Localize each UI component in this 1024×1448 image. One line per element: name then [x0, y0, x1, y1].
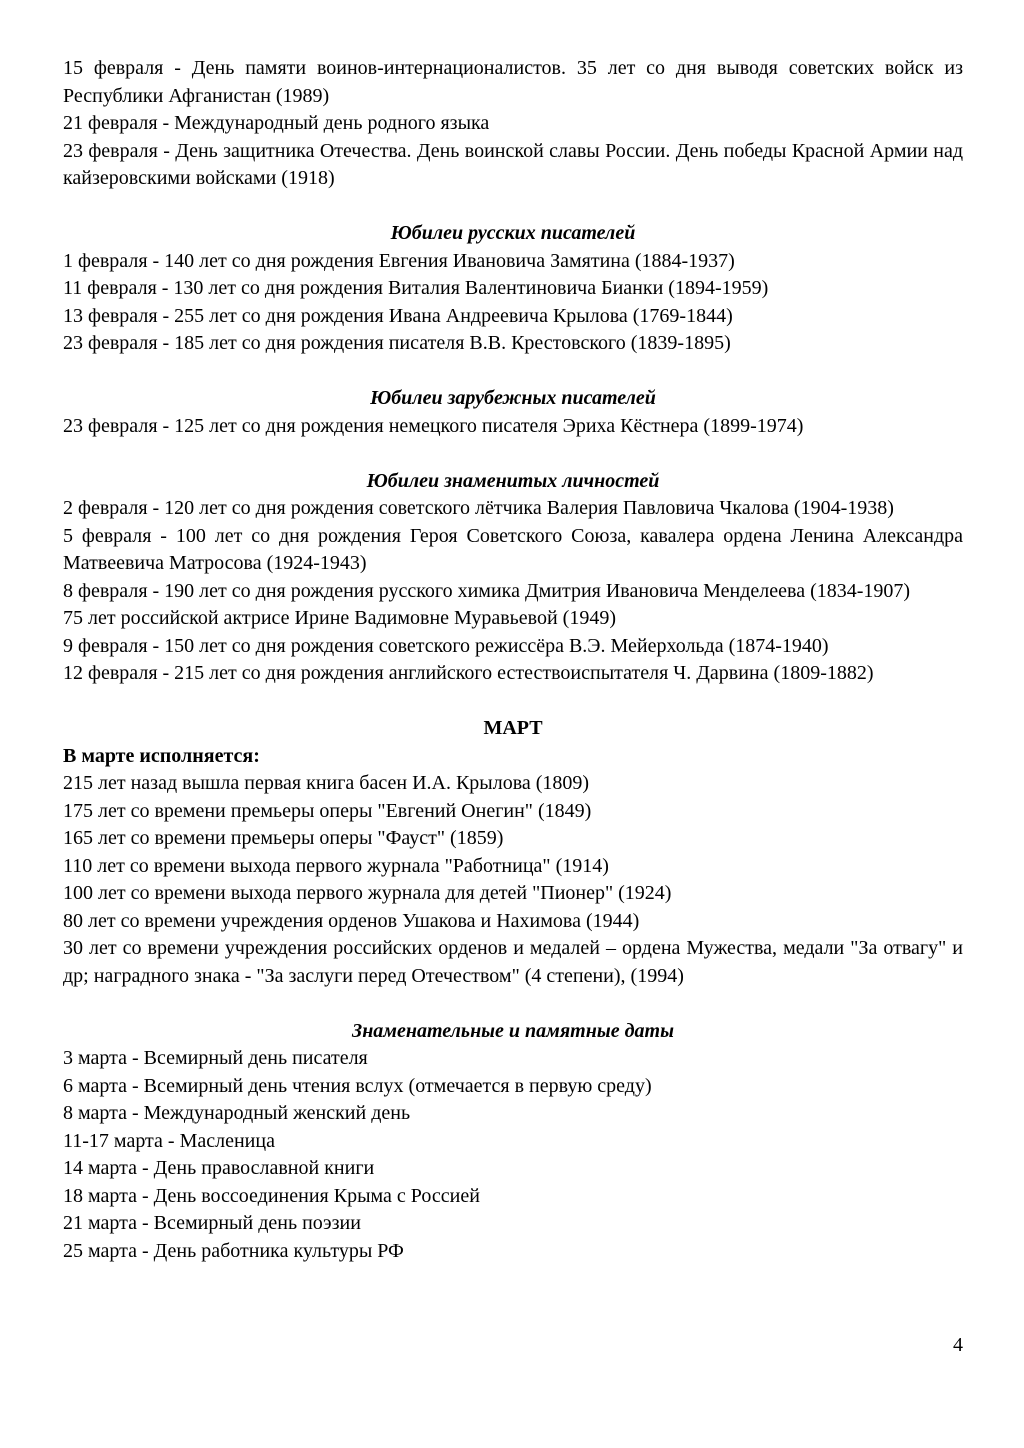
paragraph-feb-23: 23 февраля - День защитника Отечества. День воинской славы России. День победы Красной Армии над кайзеровскими войсками (1918): [63, 139, 963, 189]
page-number: 4: [953, 1334, 963, 1356]
list-item: 6 марта - Всемирный день чтения вслух (отмечается в первую среду): [63, 1074, 652, 1097]
list-item: 100 лет со времени выхода первого журнала для детей "Пионер" (1924): [63, 882, 672, 904]
list-item: 9 февраля - 150 лет со дня рождения советского режиссёра В.Э. Мейерхольда (1874-1940): [63, 634, 829, 657]
paragraph-feb-15: 15 февраля - День памяти воинов-интернационалистов. 35 лет со дня выводя советских войск из Республики Афганистан (1989): [63, 57, 963, 107]
list-item: 75 лет российской актрисе Ирине Вадимовне Муравьевой (1949): [63, 607, 616, 629]
list-item: 12 февраля - 215 лет со дня рождения английского естествоиспытателя Ч. Дарвина (1809-1882): [63, 662, 874, 684]
list-item: 2 февраля - 120 лет со дня рождения советского лётчика Валерия Павловича Чкалова (1904-1938): [63, 497, 894, 519]
list-item: 23 февраля - 125 лет со дня рождения немецкого писателя Эриха Кёстнера (1899-1974): [63, 414, 804, 437]
list-item: 8 марта - Международный женский день: [63, 1102, 411, 1124]
list-item: 18 марта - День воссоединения Крыма с Россией: [63, 1184, 480, 1207]
section-heading-russian-writers: Юбилеи русских писателей: [390, 222, 636, 244]
list-item: 21 марта - Всемирный день поэзии: [63, 1212, 361, 1234]
list-item: 14 марта - День православной книги: [63, 1157, 375, 1179]
list-item: 13 февраля - 255 лет со дня рождения Ивана Андреевича Крылова (1769-1844): [63, 304, 733, 327]
paragraph-feb-21: 21 февраля - Международный день родного языка: [63, 112, 490, 134]
list-item: 165 лет со времени премьеры оперы "Фауст" (1859): [63, 827, 504, 849]
list-item: 30 лет со времени учреждения российских орденов и медалей – ордена Мужества, медали "За отвагу" и др; наградного знака - "За заслуги перед Отечеством" (4 степени), (1994): [63, 937, 963, 987]
section-heading-famous-persons: Юбилеи знаменитых личностей: [366, 469, 660, 492]
spacer: [63, 193, 963, 221]
list-item: 8 февраля - 190 лет со дня рождения русского химика Дмитрия Ивановича Менделеева (1834-1907): [63, 579, 911, 602]
spacer: [63, 688, 963, 716]
month-heading-march: МАРТ: [483, 717, 543, 739]
list-item: 175 лет со времени премьеры оперы "Евгений Онегин" (1849): [63, 799, 592, 822]
list-item: 215 лет назад вышла первая книга басен И.А. Крылова (1809): [63, 772, 590, 794]
list-item: 3 марта - Всемирный день писателя: [63, 1047, 368, 1069]
spacer: [63, 990, 963, 1018]
list-item: 5 февраля - 100 лет со дня рождения Героя Советского Союза, кавалера ордена Ленина Александра Матвеевича Матросова (1924-1943): [63, 524, 963, 574]
section-heading-memorable-dates: Знаменательные и памятные даты: [352, 1019, 674, 1042]
spacer: [63, 358, 963, 386]
list-item: 1 февраля - 140 лет со дня рождения Евгения Ивановича Замятина (1884-1937): [63, 249, 735, 272]
spacer: [63, 440, 963, 468]
list-item: 23 февраля - 185 лет со дня рождения писателя В.В. Крестовского (1839-1895): [63, 332, 731, 354]
section-heading-foreign-writers: Юбилеи зарубежных писателей: [370, 387, 656, 409]
march-subtitle: В марте исполняется:: [63, 744, 260, 767]
list-item: 25 марта - День работника культуры РФ: [63, 1239, 404, 1262]
list-item: 80 лет со времени учреждения орденов Ушакова и Нахимова (1944): [63, 909, 640, 932]
list-item: 110 лет со времени выхода первого журнала "Работница" (1914): [63, 854, 609, 877]
list-item: 11-17 марта - Масленица: [63, 1129, 275, 1152]
list-item: 11 февраля - 130 лет со дня рождения Виталия Валентиновича Бианки (1894-1959): [63, 277, 769, 299]
